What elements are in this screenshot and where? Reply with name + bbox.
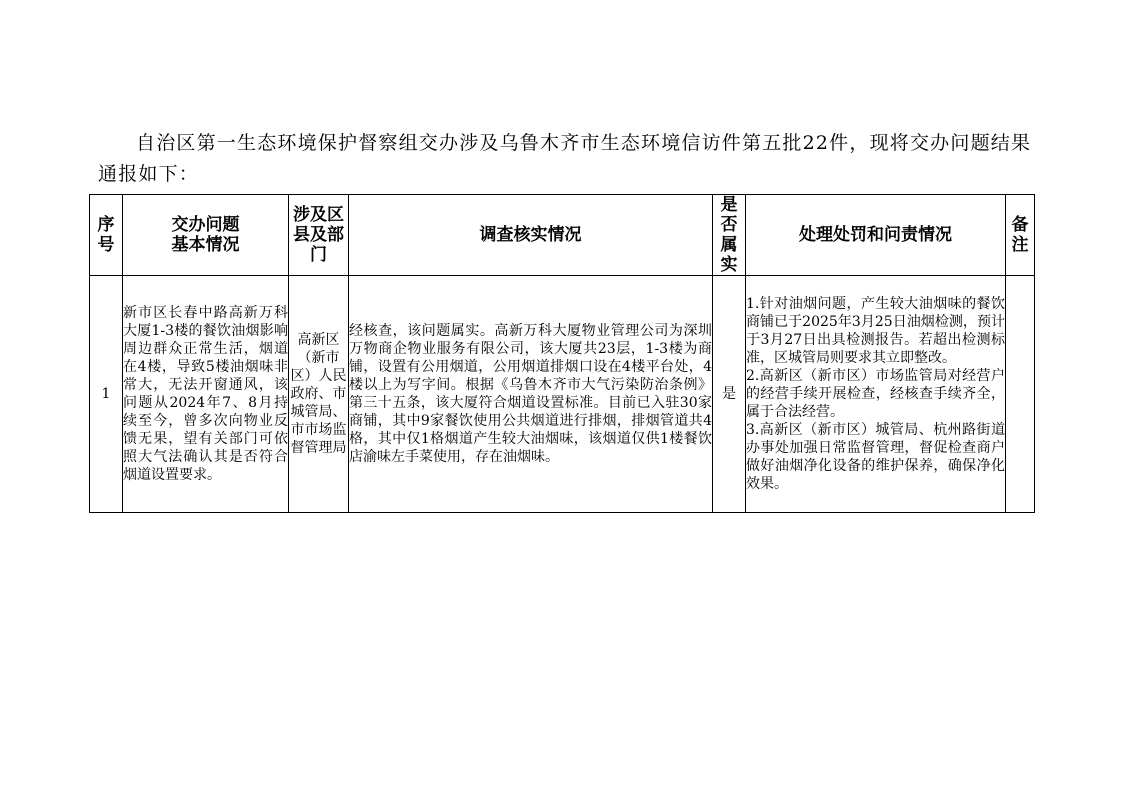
cell-investigation: 经核查，该问题属实。高新万科大厦物业管理公司为深圳万物商企物业服务有限公司，该大厦共23层，1-3楼为商铺，设置有公用烟道，公用烟道排烟口设在4楼平台处，4楼以上为写字间。根据《乌鲁木齐市大气污染防治条例》第三十五条，该大厦符合烟道设置标准。目前已入驻30家商铺，其中9家餐饮使用公共烟道进行排烟，排烟管道共4格，其中仅1格烟道产生较大油烟味，该烟道仅供1楼餐饮店渝味左手菜使用，存在油烟味。 <box>349 276 713 513</box>
header-issue <box>123 195 289 276</box>
table-header-row <box>90 195 1035 276</box>
cell-num: 1 <box>90 276 123 513</box>
cell-remarks <box>1006 276 1035 513</box>
header-issue-line2: 基本情况 <box>171 235 240 255</box>
handling-item-3: 3.高新区（新市区）城管局、杭州路街道办事处加强日常监督管理，督促检查商户做好油烟净化设备的维护保养，确保净化效果。 <box>746 422 1005 492</box>
header-investigation: 调查核实情况 <box>349 195 713 276</box>
header-remarks: 备注 <box>1006 195 1035 276</box>
handling-item-1: 1.针对油烟问题，产生较大油烟味的餐饮商铺已于2025年3月25日油烟检测，预计于3月27日出具检测报告。若超出检测标准，区城管局则要求其立即整改。 <box>746 296 1005 366</box>
intro-paragraph: 自治区第一生态环境保护督察组交办涉及乌鲁木齐市生态环境信访件第五批22件，现将交办问题结果通报如下： <box>98 132 1032 185</box>
cell-handling <box>746 276 1006 513</box>
cell-issue: 新市区长春中路高新万科大厦1-3楼的餐饮油烟影响周边群众正常生活，烟道在4楼，导致5楼油烟味非常大，无法开窗通风，该问题从2024年7、8月持续至今，曾多次向物业反馈无果，望有关部门可依照大气法确认其是否符合烟道设置要求。 <box>123 276 289 513</box>
header-issue-line1: 交办问题 <box>171 215 240 235</box>
header-num: 序号 <box>90 195 123 276</box>
cell-dept: 高新区（新市区）人民政府、市城管局、市市场监督管理局 <box>289 276 349 513</box>
handling-item-2: 2.高新区（新市区）市场监管局对经营户的经营手续开展检查，经核查手续齐全，属于合法经营。 <box>746 368 1005 420</box>
header-verified: 是否属实 <box>713 195 746 276</box>
header-handling: 处理处罚和问责情况 <box>746 195 1006 276</box>
table-row <box>90 276 1035 513</box>
cell-verified: 是 <box>713 276 746 513</box>
report-table <box>89 194 1035 513</box>
header-dept: 涉及区县及部门 <box>289 195 349 276</box>
